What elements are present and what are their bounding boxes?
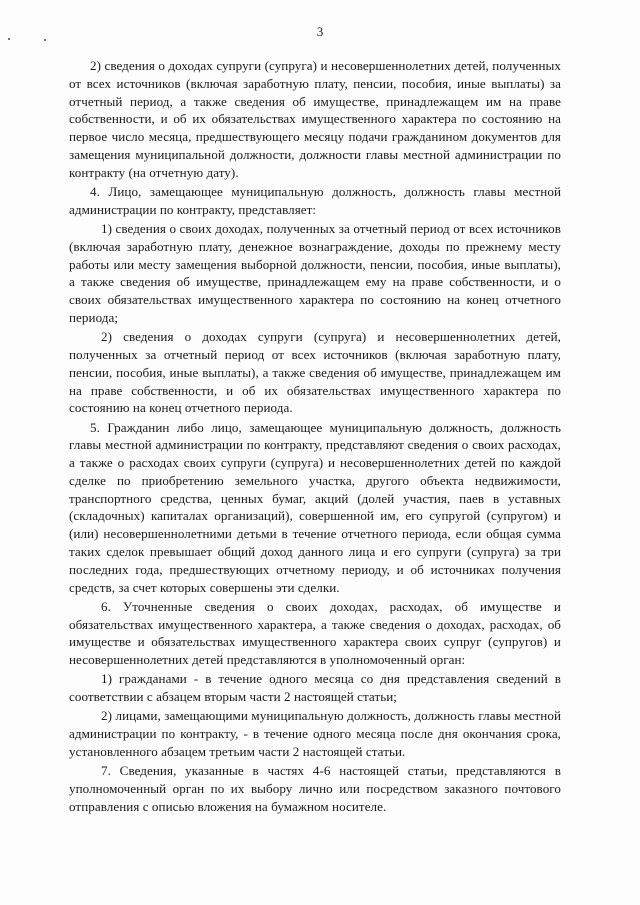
paragraph: 4. Лицо, замещающее муниципальную должность, должность главы местной администрации по контракту, представляет: [69,183,561,217]
paragraph: 1) сведения о своих доходах, полученных за отчетный период от всех источников (включая заработную плату, денежное вознаграждение, доходы по прежнему месту работы или месту замещения выборной должности, пенсии, пособия, иные выплаты), а также сведения об имуществе, принадлежащем ему на праве собственности, и о своих обязательствах имущественного характера по состоянию на конец отчетного периода; [69,220,561,325]
paragraph: 2) сведения о доходах супруги (супруга) и несовершеннолетних детей, полученных за отчетный период от всех источников (включая заработную плату, пенсии, пособия, иные выплаты), а также сведения об имуществе, принадлежащем им на праве собственности, и об их обязательствах имущественного характера по состоянию на конец отчетного периода. [69,329,561,416]
paragraph: 1) гражданами - в течение одного месяца со дня представления сведений в соответствии с абзацем вторым части 2 настоящей статьи; [69,671,561,705]
paragraph: 2) сведения о доходах супруги (супруга) и несовершеннолетних детей, полученных от всех источников (включая заработную плату, пенсии, пособия, иные выплаты) за отчетный период, а также сведения об имуществе, принадлежащем им на праве собственности, и об их обязательствах имущественного характера по состоянию на первое число месяца, предшествующего месяцу подачи гражданином документов для замещения муниципальной должности, должности главы местной администрации по контракту (на отчетную дату). [69,58,561,180]
paragraph: 2) лицами, замещающими муниципальную должность, должность главы местной администрации по контракту, - в течение одного месяца после дня окончания срока, установленного абзацем третьим части 2 настоящей статьи. [69,708,561,760]
document-body [69,57,561,817]
paragraph: 7. Сведения, указанные в частях 4-6 настоящей статьи, представляются в уполномоченный орган по их выбору лично или посредством заказного почтового отправления с описью вложения на бумажном носителе. [69,763,561,814]
page-number: 3 [316,24,324,39]
paragraph: 5. Гражданин либо лицо, замещающее муниципальную должность, должность главы местной администрации по контракту, представляют сведения о своих расходах, а также о расходах своих супруги (супруга) и несовершеннолетних детей по каждой сделке по приобретению земельного участка, другого объекта недвижимости, транспортного средства, ценных бумаг, акций (долей участия, паев в уставных (складочных) капиталах организаций), совершенной им, его супругой (супругом) и (или) несовершеннолетними детьми в течение отчетного периода, если общая сумма таких сделок превышает общий доход данного лица и его супруги (супруга) за три последних года, предшествующих отчетному периоду, и об источниках получения средств, за счет которых совершены эти сделки. [69,419,561,595]
paragraph: 6. Уточненные сведения о своих доходах, расходах, об имуществе и обязательствах имущественного характера, а также сведения о доходах, расходах, об имуществе и обязательствах имущественного характера своих супруг (супругов) и несовершеннолетних детей представляются в уполномоченный орган: [69,598,561,668]
